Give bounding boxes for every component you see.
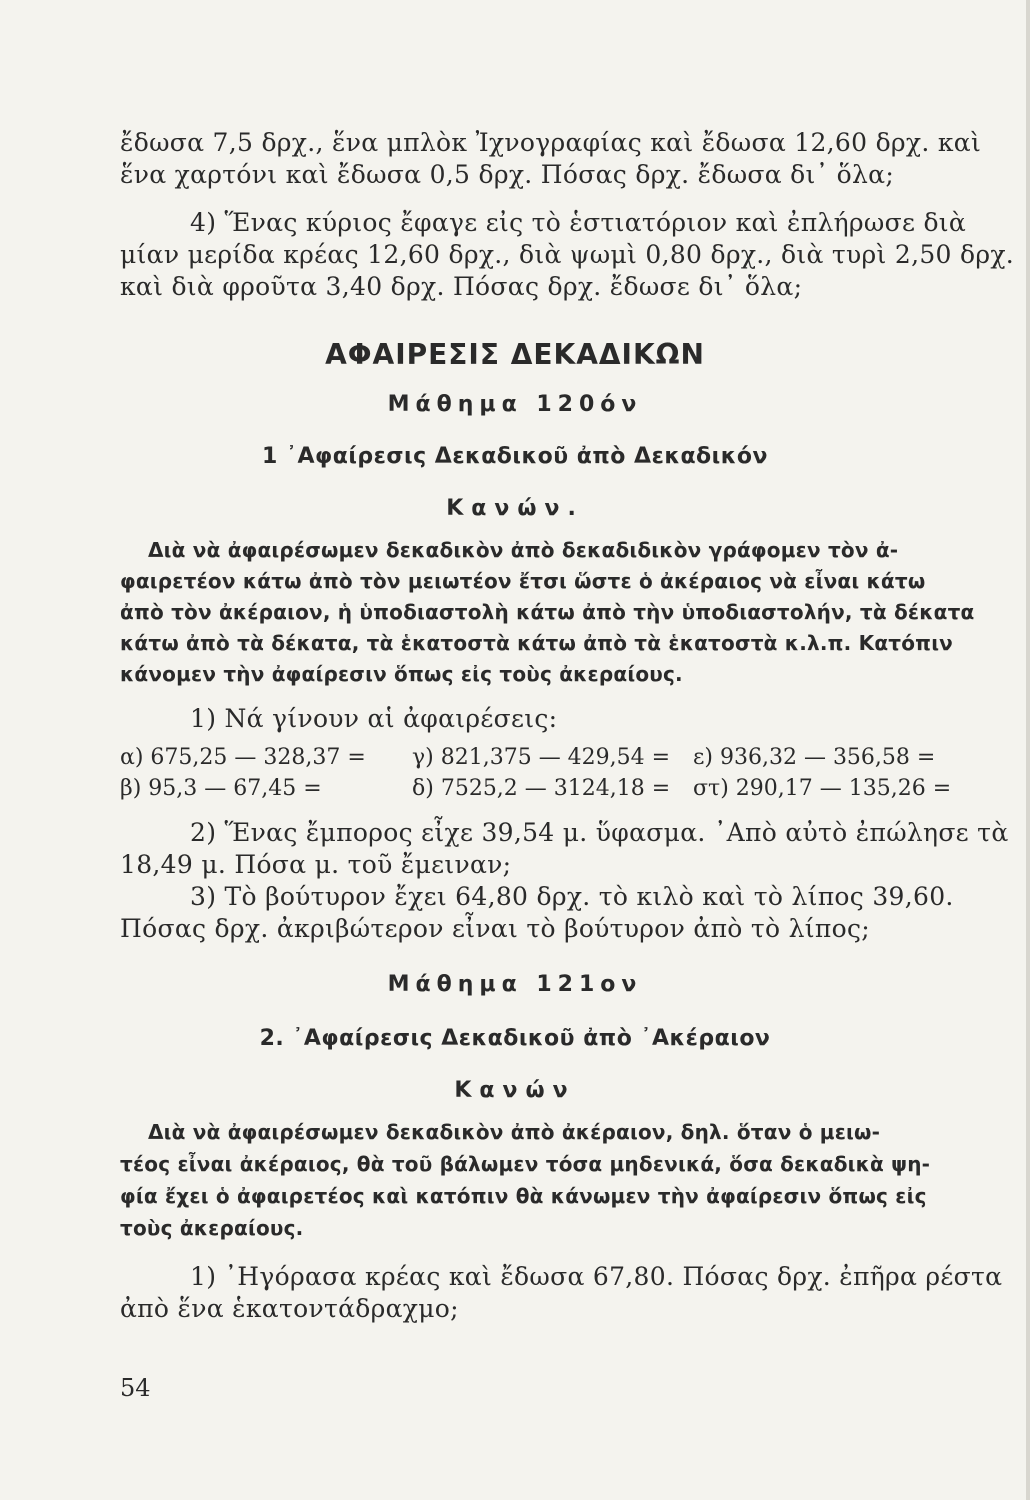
text-line: 4) Ἕνας κύριος ἔφαγε εἰς τὸ ἑστιατόριον καὶ ἐπλήρωσε διὰ	[190, 208, 967, 237]
rule-text-line: κάνομεν τὴν ἀφαίρεσιν ὅπως εἰς τοὺς ἀκεραίους.	[120, 662, 683, 686]
rule-text-line: τέος εἶναι ἀκέραιος, θὰ τοῦ βάλωμεν τόσα μηδενικά, ὅσα δεκαδικὰ ψη-	[120, 1152, 931, 1176]
rule-text-line: τοὺς ἀκεραίους.	[120, 1216, 304, 1240]
rule-text-line: Διὰ νὰ ἀφαιρέσωμεν δεκαδικὸν ἀπὸ δεκαδιδικὸν γράφομεν τὸν ἀ-	[148, 538, 899, 562]
rule-title: Κανών	[454, 1078, 576, 1103]
text-line: 2) Ἕνας ἔμπορος εἶχε 39,54 μ. ὕφασμα. ᾿Απὸ αὐτὸ ἐπώλησε τὰ	[190, 818, 1009, 847]
exercise-item: ε) 936,32 — 356,58 =	[693, 745, 936, 770]
text-line: ἕνα χαρτόνι καὶ ἔδωσα 0,5 δρχ. Πόσας δρχ. ἔδωσα δι᾽ ὅλα;	[120, 160, 895, 189]
exercise-item: β) 95,3 — 67,45 =	[120, 776, 322, 801]
page-edge-shadow	[1026, 0, 1030, 1500]
text-line: μίαν μερίδα κρέας 12,60 δρχ., διὰ ψωμὶ 0,80 δρχ., διὰ τυρὶ 2,50 δρχ.	[120, 240, 1015, 269]
rule-text-line: ἀπὸ τὸν ἀκέραιον, ἡ ὑποδιαστολὴ κάτω ἀπὸ τὴν ὑποδιαστολήν, τὰ δέκατα	[120, 600, 975, 624]
exercise-item: στ) 290,17 — 135,26 =	[693, 776, 952, 801]
rule-text-line: φία ἔχει ὁ ἀφαιρετέος καὶ κατόπιν θὰ κάνωμεν τὴν ἀφαίρεσιν ὅπως εἰς	[120, 1184, 927, 1208]
rule-title: Κανών.	[446, 496, 584, 521]
text-line: 1) ᾿Ηγόρασα κρέας καὶ ἔδωσα 67,80. Πόσας δρχ. ἐπῆρα ρέστα	[190, 1262, 1003, 1291]
text-line: 18,49 μ. Πόσα μ. τοῦ ἔμειναν;	[120, 850, 512, 879]
rule-text-line: φαιρετέον κάτω ἀπὸ τὸν μειωτέον ἔτσι ὥστε ὁ ἀκέραιος νὰ εἶναι κάτω	[120, 569, 926, 593]
text-line: Πόσας δρχ. ἀκριβώτερον εἶναι τὸ βούτυρον ἀπὸ τὸ λίπος;	[120, 914, 870, 943]
page-number: 54	[120, 1374, 151, 1402]
exercise-item: γ) 821,375 — 429,54 =	[412, 745, 671, 770]
section-title: 1 ᾿Αφαίρεσις Δεκαδικοῦ ἀπὸ Δεκαδικόν	[262, 444, 768, 469]
exercise-intro: 1) Νά γίνουν αἱ ἀφαιρέσεις:	[190, 704, 558, 733]
text-line: καὶ διὰ φροῦτα 3,40 δρχ. Πόσας δρχ. ἔδωσε δι᾽ ὅλα;	[120, 272, 803, 301]
lesson-title: Μάθημα 120όν	[387, 392, 643, 417]
section-title: 2. ᾿Αφαίρεσις Δεκαδικοῦ ἀπὸ ᾿Ακέραιον	[259, 1026, 771, 1051]
exercise-item: δ) 7525,2 — 3124,18 =	[412, 776, 671, 801]
exercise-item: α) 675,25 — 328,37 =	[120, 745, 366, 770]
text-line: 3) Τὸ βούτυρον ἔχει 64,80 δρχ. τὸ κιλὸ καὶ τὸ λίπος 39,60.	[190, 882, 954, 911]
chapter-title: ΑΦΑΙΡΕΣΙΣ ΔΕΚΑΔΙΚΩΝ	[325, 338, 705, 371]
lesson-title: Μάθημα 121ον	[387, 972, 643, 997]
rule-text-line: Διὰ νὰ ἀφαιρέσωμεν δεκαδικὸν ἀπὸ ἀκέραιον, δηλ. ὅταν ὁ μειω-	[148, 1120, 881, 1144]
text-line: ἀπὸ ἕνα ἑκατοντάδραχμο;	[120, 1294, 459, 1323]
text-line: ἔδωσα 7,5 δρχ., ἕνα μπλὸκ Ἰχνογραφίας καὶ ἔδωσα 12,60 δρχ. καὶ	[120, 128, 982, 157]
rule-text-line: κάτω ἀπὸ τὰ δέκατα, τὰ ἑκατοστὰ κάτω ἀπὸ τὰ ἑκατοστὰ κ.λ.π. Κατόπιν	[120, 631, 954, 655]
